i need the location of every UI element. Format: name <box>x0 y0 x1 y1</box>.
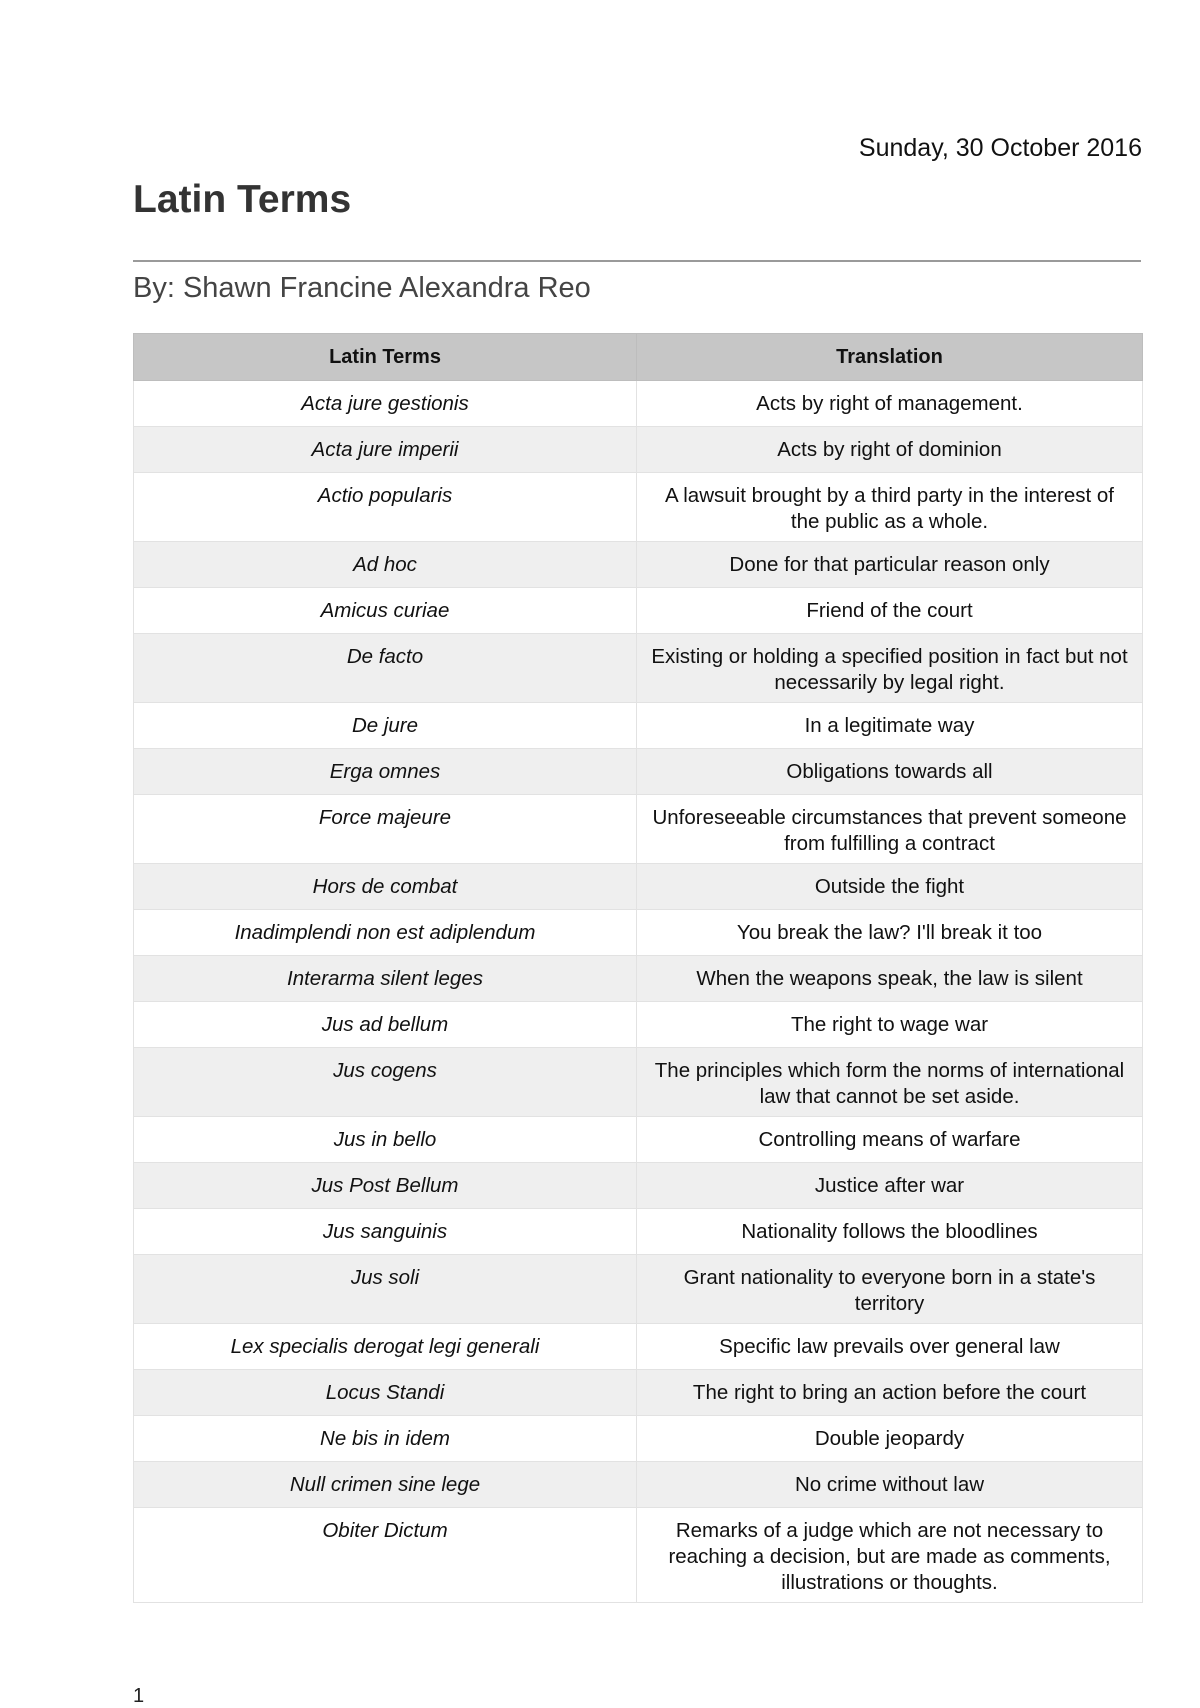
table-row <box>134 956 1143 1002</box>
table-row <box>134 795 1143 864</box>
table-row <box>134 1508 1143 1603</box>
translation-cell: No crime without law <box>637 1462 1143 1508</box>
latin-term-cell: Erga omnes <box>134 749 637 795</box>
table-row <box>134 749 1143 795</box>
translation-cell: Outside the fight <box>637 864 1143 910</box>
latin-term-cell: Ad hoc <box>134 542 637 588</box>
translation-cell: The right to bring an action before the court <box>637 1370 1143 1416</box>
document-title: Latin Terms <box>133 178 352 221</box>
table-row <box>134 864 1143 910</box>
latin-term-cell: Jus sanguinis <box>134 1209 637 1255</box>
translation-cell: The right to wage war <box>637 1002 1143 1048</box>
translation-cell: Nationality follows the bloodlines <box>637 1209 1143 1255</box>
translation-cell: When the weapons speak, the law is silent <box>637 956 1143 1002</box>
latin-term-cell: De facto <box>134 634 637 703</box>
table-row <box>134 1048 1143 1117</box>
translation-cell: Double jeopardy <box>637 1416 1143 1462</box>
table-row <box>134 427 1143 473</box>
page-number: 1 <box>133 1685 145 1707</box>
table-row <box>134 1370 1143 1416</box>
latin-term-cell: Acta jure gestionis <box>134 381 637 427</box>
translation-cell: Existing or holding a specified position in fact but not necessarily by legal right. <box>637 634 1143 703</box>
translation-cell: A lawsuit brought by a third party in the interest of the public as a whole. <box>637 473 1143 542</box>
translation-cell: You break the law? I'll break it too <box>637 910 1143 956</box>
title-divider <box>133 260 1141 262</box>
table-row <box>134 1163 1143 1209</box>
table-row <box>134 1462 1143 1508</box>
latin-term-cell: Force majeure <box>134 795 637 864</box>
latin-term-cell: Jus Post Bellum <box>134 1163 637 1209</box>
table-row <box>134 1255 1143 1324</box>
table-row <box>134 542 1143 588</box>
table-row <box>134 1209 1143 1255</box>
translation-cell: Obligations towards all <box>637 749 1143 795</box>
latin-term-cell: Jus in bello <box>134 1117 637 1163</box>
author-byline: By: Shawn Francine Alexandra Reo <box>133 272 591 304</box>
translation-cell: Justice after war <box>637 1163 1143 1209</box>
latin-term-cell: Obiter Dictum <box>134 1508 637 1603</box>
latin-term-cell: Actio popularis <box>134 473 637 542</box>
latin-term-cell: Ne bis in idem <box>134 1416 637 1462</box>
translation-cell: Specific law prevails over general law <box>637 1324 1143 1370</box>
table-row <box>134 1416 1143 1462</box>
table-row <box>134 1117 1143 1163</box>
table-row <box>134 1002 1143 1048</box>
translation-cell: In a legitimate way <box>637 703 1143 749</box>
table-row <box>134 473 1143 542</box>
latin-term-cell: Jus soli <box>134 1255 637 1324</box>
table-row <box>134 910 1143 956</box>
latin-term-cell: Interarma silent leges <box>134 956 637 1002</box>
latin-term-cell: Jus ad bellum <box>134 1002 637 1048</box>
latin-term-cell: De jure <box>134 703 637 749</box>
translation-cell: Acts by right of management. <box>637 381 1143 427</box>
translation-cell: Friend of the court <box>637 588 1143 634</box>
header-translation: Translation <box>637 334 1143 381</box>
latin-term-cell: Locus Standi <box>134 1370 637 1416</box>
translation-cell: Grant nationality to everyone born in a state's territory <box>637 1255 1143 1324</box>
latin-term-cell: Acta jure imperii <box>134 427 637 473</box>
table-row <box>134 1324 1143 1370</box>
table-row <box>134 381 1143 427</box>
table-row <box>134 588 1143 634</box>
latin-term-cell: Lex specialis derogat legi generali <box>134 1324 637 1370</box>
latin-term-cell: Inadimplendi non est adiplendum <box>134 910 637 956</box>
latin-terms-table <box>133 333 1143 1603</box>
document-date: Sunday, 30 October 2016 <box>858 134 1142 162</box>
header-latin-terms: Latin Terms <box>134 334 637 381</box>
latin-term-cell: Hors de combat <box>134 864 637 910</box>
table-row <box>134 703 1143 749</box>
table-header-row <box>134 334 1143 381</box>
latin-term-cell: Jus cogens <box>134 1048 637 1117</box>
table-row <box>134 634 1143 703</box>
latin-term-cell: Amicus curiae <box>134 588 637 634</box>
translation-cell: Done for that particular reason only <box>637 542 1143 588</box>
latin-term-cell: Null crimen sine lege <box>134 1462 637 1508</box>
translation-cell: The principles which form the norms of international law that cannot be set aside. <box>637 1048 1143 1117</box>
translation-cell: Unforeseeable circumstances that prevent someone from fulfilling a contract <box>637 795 1143 864</box>
translation-cell: Acts by right of dominion <box>637 427 1143 473</box>
translation-cell: Controlling means of warfare <box>637 1117 1143 1163</box>
translation-cell: Remarks of a judge which are not necessary to reaching a decision, but are made as comments, illustrations or thoughts. <box>637 1508 1143 1603</box>
